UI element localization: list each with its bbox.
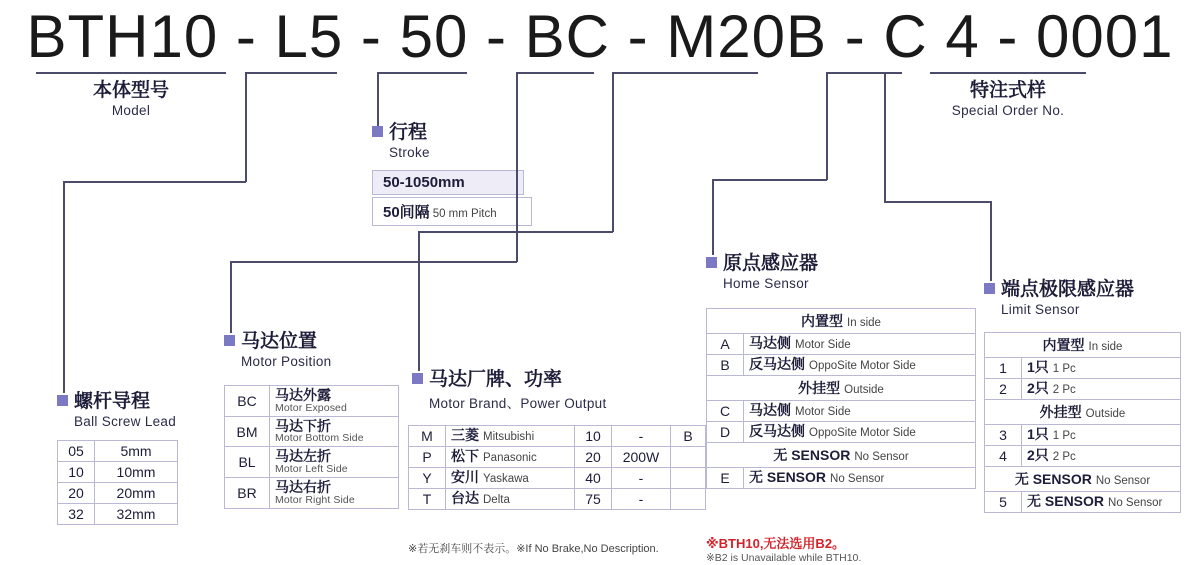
limit-sensor-value-3: 1只 1 Pc [1022, 425, 1181, 446]
table-row [985, 358, 1181, 379]
stroke-title-cn: 行程 [372, 122, 430, 144]
table-motor-brand [408, 425, 706, 510]
square-bullet-icon [372, 126, 383, 137]
table-row [707, 422, 976, 443]
table-ball-screw-lead [57, 440, 178, 525]
motorbrand-name-0: 三菱 Mitsubishi [446, 426, 575, 447]
table-row [58, 441, 178, 462]
lead-title-cn: 螺杆导程 [57, 391, 176, 413]
table-row [409, 426, 706, 447]
lead-key-2: 20 [58, 483, 95, 504]
limit-sensor-key-1: 1 [985, 358, 1022, 379]
limit-sensor-key-2: 2 [985, 379, 1022, 400]
section-home-sensor [706, 253, 818, 291]
special-order-title-cn: 特注式样 [969, 80, 1046, 101]
home-sensor-note-small: ※B2 is Unavailable while BTH10. [706, 552, 862, 564]
stroke-pitch-en: 50 mm Pitch [432, 208, 497, 220]
motorbrand-name-1: 松下 Panasonic [446, 447, 575, 468]
model-title-cn: 本体型号 [92, 80, 169, 101]
home-sensor-inside-header: 内置型 In side [707, 309, 976, 334]
limit-sensor-group-outside [985, 400, 1181, 425]
table-row [409, 447, 706, 468]
limit-sensor-value-4: 2只 2 Pc [1022, 446, 1181, 467]
section-limit-sensor [984, 279, 1134, 317]
motorbrand-brake-1 [671, 447, 706, 468]
motorbrand-watt-3: - [612, 489, 671, 510]
home-sensor-value-D: 反马达侧 OppoSite Motor Side [744, 422, 976, 443]
motorbrand-watt-2: - [612, 468, 671, 489]
home-sensor-value-C: 马达侧 Motor Side [744, 401, 976, 422]
motorbrand-watt-0: - [612, 426, 671, 447]
motorpos-key-0: BC [225, 386, 270, 417]
stroke-title-en: Stroke [389, 144, 430, 160]
motorbrand-title-en: Motor Brand、Power Output [429, 395, 607, 411]
lead-key-0: 05 [58, 441, 95, 462]
motorbrand-power-3: 75 [575, 489, 612, 510]
lead-value-3: 32mm [95, 504, 178, 525]
lead-value-0: 5mm [95, 441, 178, 462]
motorbrand-watt-1: 200W [612, 447, 671, 468]
table-row [985, 425, 1181, 446]
home-sensor-value-B: 反马达侧 OppoSite Motor Side [744, 355, 976, 376]
motorbrand-leader-h [418, 231, 613, 233]
motorbrand-key-3: T [409, 489, 446, 510]
motorpos-value-2: 马达左折 Motor Left Side [270, 447, 399, 478]
home-sensor-key-A: A [707, 334, 744, 355]
homesensor-title-cn: 原点感应器 [706, 253, 818, 275]
limit-sensor-key-3: 3 [985, 425, 1022, 446]
stroke-leader-vertical [377, 72, 379, 128]
limit-sensor-key-4: 4 [985, 446, 1022, 467]
limit-sensor-group-inside [985, 333, 1181, 358]
motorpos-leader-v2 [230, 261, 232, 333]
motorpos-leader-v1 [516, 72, 518, 262]
home-sensor-key-C: C [707, 401, 744, 422]
underline-lead [245, 72, 337, 74]
underline-stroke [377, 72, 467, 74]
stroke-pitch-box [372, 197, 532, 226]
table-row [707, 468, 976, 489]
section-motor-position [224, 331, 332, 369]
motor-brand-note: ※若无刹车则不表示。※If No Brake,No Description. [408, 543, 659, 555]
stroke-pitch-cn: 50间隔 [383, 204, 430, 221]
table-row [409, 489, 706, 510]
motorbrand-leader-v1 [612, 72, 614, 232]
motorpos-value-1: 马达下折 Motor Bottom Side [270, 416, 399, 447]
motorpos-key-1: BM [225, 416, 270, 447]
table-row [985, 379, 1181, 400]
lead-leader-v1 [245, 72, 247, 182]
table-row [707, 355, 976, 376]
square-bullet-icon [706, 257, 717, 268]
motorpos-title-en: Motor Position [241, 353, 332, 369]
home-sensor-note-red: ※BTH10,无法选用B2。 [706, 536, 846, 551]
limit-sensor-inside-header: 内置型 In side [985, 333, 1181, 358]
model-title-en: Model [111, 102, 151, 118]
motorbrand-leader-v2 [418, 231, 420, 371]
limitsensor-title-en: Limit Sensor [1001, 301, 1080, 317]
motorbrand-brake-3 [671, 489, 706, 510]
table-row [225, 478, 399, 509]
motorbrand-power-1: 20 [575, 447, 612, 468]
limit-sensor-value-2: 2只 2 Pc [1022, 379, 1181, 400]
underline-motor-position [516, 72, 594, 74]
limit-sensor-outside-header: 外挂型 Outside [985, 400, 1181, 425]
lead-leader-v2 [63, 181, 65, 393]
limit-sensor-group-nosensor [985, 467, 1181, 492]
limit-sensor-value-1: 1只 1 Pc [1022, 358, 1181, 379]
limitsensor-leader-v1 [884, 72, 886, 202]
lead-title-en: Ball Screw Lead [74, 413, 177, 429]
home-sensor-group-nosensor [707, 443, 976, 468]
motorbrand-brake-0: B [671, 426, 706, 447]
table-limit-sensor [984, 332, 1181, 513]
lead-key-3: 32 [58, 504, 95, 525]
underline-model [36, 72, 226, 74]
section-motor-brand [412, 369, 607, 412]
motorbrand-key-2: Y [409, 468, 446, 489]
lead-key-1: 10 [58, 462, 95, 483]
stroke-range-box: 50-1050mm [372, 170, 524, 195]
table-row [707, 334, 976, 355]
table-motor-position [224, 385, 399, 509]
square-bullet-icon [224, 335, 235, 346]
home-sensor-outside-header: 外挂型 Outside [707, 376, 976, 401]
limitsensor-leader-v2 [990, 201, 992, 281]
homesensor-leader-h [712, 179, 827, 181]
home-sensor-value-E: 无 SENSOR No Sensor [744, 468, 976, 489]
section-special-order [930, 80, 1086, 118]
table-row [409, 468, 706, 489]
motorpos-key-3: BR [225, 478, 270, 509]
table-row [58, 504, 178, 525]
home-sensor-group-outside [707, 376, 976, 401]
lead-value-1: 10mm [95, 462, 178, 483]
motorbrand-name-2: 安川 Yaskawa [446, 468, 575, 489]
motorbrand-key-1: P [409, 447, 446, 468]
home-sensor-key-D: D [707, 422, 744, 443]
table-home-sensor [706, 308, 976, 489]
underline-special-order [930, 72, 1086, 74]
underline-home-sensor [826, 72, 902, 74]
home-sensor-group-inside [707, 309, 976, 334]
underline-motor-brand [612, 72, 758, 74]
table-row [58, 462, 178, 483]
homesensor-title-en: Home Sensor [723, 275, 809, 291]
home-sensor-key-B: B [707, 355, 744, 376]
motorpos-value-3: 马达右折 Motor Right Side [270, 478, 399, 509]
motorbrand-key-0: M [409, 426, 446, 447]
square-bullet-icon [984, 283, 995, 294]
square-bullet-icon [412, 373, 423, 384]
table-row [707, 401, 976, 422]
table-row [985, 446, 1181, 467]
motorbrand-name-3: 台达 Delta [446, 489, 575, 510]
lead-value-2: 20mm [95, 483, 178, 504]
homesensor-leader-v2 [712, 179, 714, 255]
home-sensor-value-A: 马达侧 Motor Side [744, 334, 976, 355]
section-stroke [372, 122, 430, 160]
section-ball-screw-lead [57, 391, 176, 429]
motorbrand-title-cn: 马达厂牌、功率 [412, 369, 607, 391]
motorpos-leader-h [230, 261, 517, 263]
motorpos-title-cn: 马达位置 [224, 331, 332, 353]
table-row [225, 416, 399, 447]
table-row [225, 386, 399, 417]
limit-sensor-key-5: 5 [985, 492, 1022, 513]
section-model [36, 80, 226, 118]
limit-sensor-nosensor-header: 无 SENSOR No Sensor [985, 467, 1181, 492]
motorbrand-brake-2 [671, 468, 706, 489]
table-row [58, 483, 178, 504]
lead-leader-h [63, 181, 246, 183]
table-row [225, 447, 399, 478]
motorpos-key-2: BL [225, 447, 270, 478]
limit-sensor-value-5: 无 SENSOR No Sensor [1022, 492, 1181, 513]
limitsensor-leader-h [884, 201, 991, 203]
table-row [985, 492, 1181, 513]
part-number: BTH10 - L5 - 50 - BC - M20B - C 4 - 0001 [26, 3, 1174, 70]
home-sensor-key-E: E [707, 468, 744, 489]
special-order-title-en: Special Order No. [951, 102, 1065, 118]
motorpos-value-0: 马达外露 Motor Exposed [270, 386, 399, 417]
motorbrand-power-0: 10 [575, 426, 612, 447]
square-bullet-icon [57, 395, 68, 406]
home-sensor-nosensor-header: 无 SENSOR No Sensor [707, 443, 976, 468]
homesensor-leader-v1 [826, 72, 828, 180]
motorbrand-power-2: 40 [575, 468, 612, 489]
limitsensor-title-cn: 端点极限感应器 [984, 279, 1134, 301]
